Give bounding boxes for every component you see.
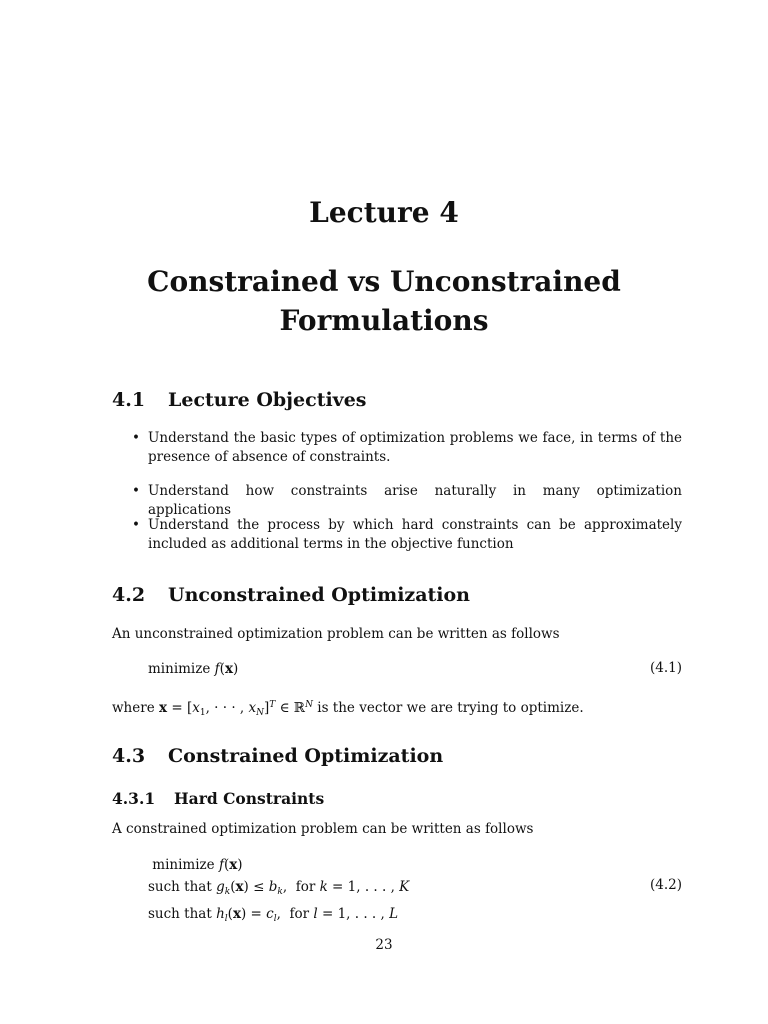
section-heading-objectives <box>112 389 367 411</box>
hard-constraints-intro: A constrained optimization problem can be written as follows <box>112 821 534 837</box>
section-heading-unconstrained <box>112 584 470 606</box>
list-item-text: Understand the process by which hard constraints can be approximately included as additional terms in the objective function <box>148 517 682 552</box>
section-number: 4.2 <box>112 584 146 606</box>
list-item-text: Understand how constraints arise naturally in many optimization applications <box>148 483 682 518</box>
subsection-title: Hard Constraints <box>174 789 325 808</box>
lecture-title: Lecture 4 <box>309 196 459 229</box>
where-suffix: is the vector we are trying to optimize. <box>317 700 584 716</box>
subsection-heading-hard-constraints <box>112 789 324 808</box>
page-number: 23 <box>375 937 393 953</box>
list-item <box>132 516 682 554</box>
bullet-icon: • <box>132 430 140 446</box>
equation-line: minimize f(x) <box>148 857 243 873</box>
section-title: Lecture Objectives <box>168 389 367 411</box>
unconstrained-intro: An unconstrained optimization problem can be written as follows <box>112 626 560 642</box>
section-number: 4.1 <box>112 389 146 411</box>
chapter-title-line-1: Constrained vs Unconstrained <box>147 265 621 298</box>
where-prefix: where <box>112 700 155 716</box>
section-title: Constrained Optimization <box>168 745 444 767</box>
equation-line: such that $g_k(x) \le b_k$, for k = 1, . . . , K <box>148 879 410 897</box>
equation-number: (4.2) <box>649 877 682 893</box>
subsection-number: 4.3.1 <box>112 789 156 808</box>
equation-4-2 <box>148 854 409 930</box>
bullet-icon: • <box>132 483 140 499</box>
section-title: Unconstrained Optimization <box>168 584 470 606</box>
unconstrained-where <box>112 696 584 723</box>
equation-number: (4.1) <box>649 660 682 676</box>
equation-line: such that $h_l(x) = c_l$, for l = 1, . . . , L <box>148 906 399 924</box>
list-item <box>132 429 682 467</box>
vector-definition: $x = [x_1$, · · · , $x_N]^T$ ∈ ℝ$^N$ <box>158 700 313 718</box>
equation-4-1: minimize f(x) <box>148 661 239 677</box>
chapter-title <box>0 262 768 340</box>
bullet-icon: • <box>132 517 140 533</box>
chapter-title-line-2: Formulations <box>279 304 489 337</box>
list-item <box>132 482 682 520</box>
list-item-text: Understand the basic types of optimization problems we face, in terms of the presence of absence of constraints. <box>148 430 682 465</box>
section-heading-constrained <box>112 745 443 767</box>
section-number: 4.3 <box>112 745 146 767</box>
